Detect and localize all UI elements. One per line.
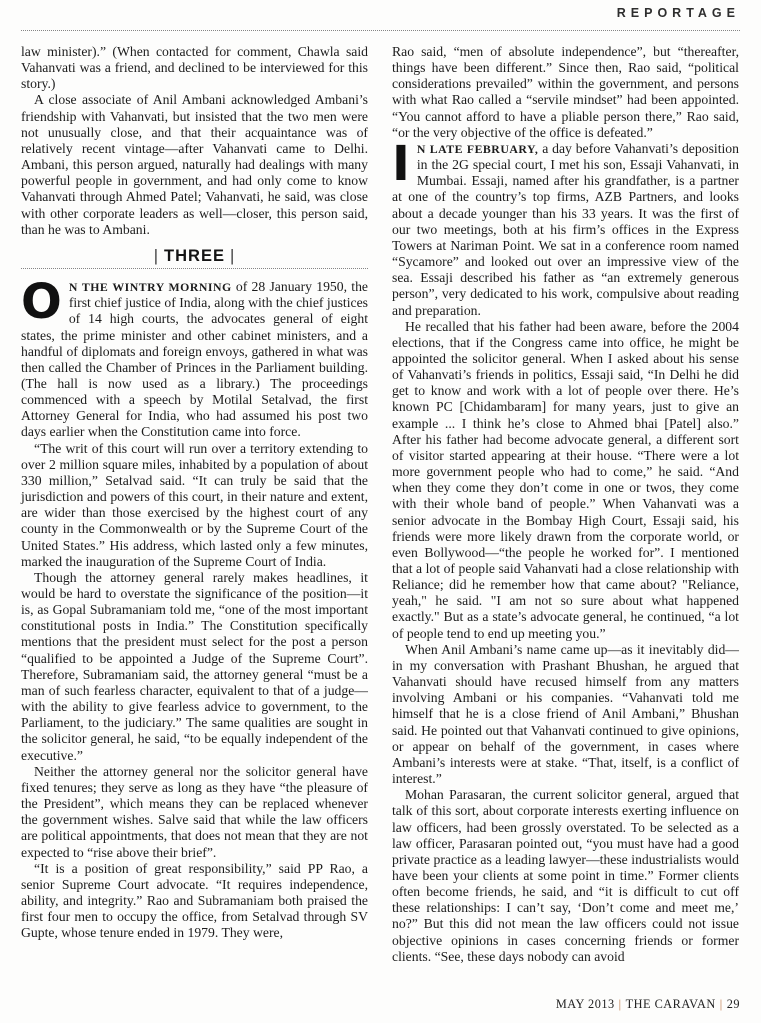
right-column (392, 44, 739, 965)
paragraph-dropcap (21, 274, 368, 441)
heading-bar-right: | (229, 246, 236, 265)
paragraph: A close associate of Anil Ambani acknowledged Ambani’s friendship with Vahanvati, but insisted that the two men were not unusually close, and that their acquaintance was of relatively recent vintage—after Vahanvati came to Delhi. Ambani, this person argued, naturally had dealings with many powerful people in government, and had only come to know Vahanvati through Ahmed Patel; Vahanvati, he said, was close with other corporate leaders as well—closer, this person said, than he was to Ambani. (21, 92, 368, 237)
footer-separator: | (618, 997, 622, 1011)
paragraph-continuation: law minister).” (When contacted for comment, Chawla said Vahanvati was a friend, and declined to be interviewed for this story.) (21, 44, 368, 92)
paragraph: “It is a position of great responsibility,” said PP Rao, a senior Supreme Court advocate. “It requires independence, ability, and integrity.” Rao and Subramaniam both praised the first four men to occupy the office, from Setalvad through SV Gupte, whose tenure ended in 1979. They were, (21, 860, 368, 941)
drop-cap: O (21, 274, 62, 331)
section-heading-title: THREE (164, 246, 225, 265)
paragraph-continuation: Rao said, “men of absolute independence”, but “thereafter, things have been different.” Since then, Rao said, “political considerations prevailed” within the government, and persons with what Rao called a “servile mindset” had been appointed. “You cannot afford to have a pliable person there,” Rao said, “or the very objective of the office is defeated.” (392, 44, 739, 140)
section-heading (21, 248, 368, 264)
paragraph-text: of 28 January 1950, the first chief justice of India, along with the chief justices of 14 high courts, the advocates general of eight states, the prime minister and other cabinet ministers, and a handful of diplomats and foreign envoys, gathered in what was then called the Chamber of Princes in the Parliament building. (The hall is now used as a library.) The proceedings commenced with a speech by Motilal Setalvad, the first Attorney General for India, who had assumed his post two days earlier when the Constitution came into force. (21, 279, 368, 440)
header-rule (21, 30, 740, 31)
footer-page-number: 29 (726, 997, 740, 1011)
paragraph: Mohan Parasaran, the current solicitor general, argued that talk of this sort, about corporate interests exerting influence on law officers, had been grossly overstated. To be selected as a law officer, Parasaran pointed out, “you must have had a good private practice as a leading lawyer—these industrialists would have been your clients at some point in time.” Former clients often become friends, he said, and “it is difficult to cut off these relationships: I can’t say, ‘Don’t come and meet me,’ no?” But this did not mean the law officers could not issue objective opinions in cases concerning friends or former clients. “See, these days nobody can avoid (392, 787, 739, 964)
section-label: REPORTAGE (616, 6, 740, 20)
paragraph: When Anil Ambani’s name came up—as it inevitably did—in my conversation with Prashant Bhushan, he argued that Vahanvati should have recused himself from any matters involving Ambani or his companies. “Vahanvati told me himself that he is a close friend of Anil Ambani,” Bhushan said. He pointed out that Vahanvati continued to give opinions, or appear on behalf of the government, in cases where Ambani’s interests were at stake. “That, itself, is a conflict of interest.” (392, 641, 739, 787)
paragraph-dropcap (392, 135, 739, 319)
paragraph: “The writ of this court will run over a territory extending to over 2 million square miles, inhabited by a population of about 330 million,” Setalvad said. “It can truly be said that the jurisdiction and powers of this court, in their nature and extent, are wider than those exercised by the highest court of any county in the Commonwealth or by the Supreme Court of the United States.” His address, which lasted only a few minutes, marked the inauguration of the Supreme Court of India. (21, 440, 368, 569)
lead-in-text: N THE WINTRY MORNING (68, 280, 232, 295)
page-footer (556, 997, 740, 1012)
footer-issue: MAY 2013 (555, 997, 615, 1011)
paragraph-text: a day before Vahanvati’s deposition in the 2G special court, I met his son, Essaji Vahanvati, in Mumbai. Essaji, named after his grandfather, is a partner at one of the country’s top firms, AZB Partners, and looks about a decade younger than his 33 years. It was the first of our two meetings, both at his firm’s offices in the Express Towers at Nariman Point. We sat in a conference room named “Sycamore” and looked out over an impressive view of the sea. Essaji described his father as “an extremely generous person”, very dedicated to his work, compulsive about reading and preparation. (392, 140, 739, 318)
footer-magazine-title: THE CARAVAN (625, 997, 716, 1011)
left-column (21, 44, 368, 941)
paragraph: Though the attorney general rarely makes headlines, it would be hard to overstate the significance of the position—it is, as Gopal Subramaniam told me, “one of the most important constitutional posts in India.” The Constitution specifically mentions that the president must select for the post a person “qualified to be appointed a Judge of the Supreme Court”. Therefore, Subramaniam said, the attorney general “must be a man of such fearless character, equivalent to that of a judge—with the ability to give fearless advice to government, to the Parliament, to the judiciary.” The same qualities are sought in the solicitor general, he said, “to be equally independent of the executive.” (21, 569, 368, 763)
section-rule (21, 268, 368, 269)
footer-separator: | (719, 997, 723, 1011)
heading-bar-left: | (153, 246, 160, 265)
paragraph: Neither the attorney general nor the solicitor general have fixed tenures; they serve as long as they have “the pleasure of the President”, which means they can be replaced whenever the government wishes. Salve said that while the law officers are political appointments, that does not mean that they are not expected to “rise above their brief”. (21, 763, 368, 860)
lead-in-text: N LATE FEBRUARY, (416, 141, 539, 156)
drop-cap: I (392, 135, 410, 192)
paragraph: He recalled that his father had been aware, before the 2004 elections, that if the Congress came into office, he might be appointed the solicitor general. When I asked about his sense of Vahanvati’s friends in politics, Essaji said, “In Delhi he did get to know and work with a lot of people over there. He’s known PC [Chidambaram] for many years, just to give an example ... I think he’s close to Ahmed bhai [Patel] also.” After his father had become advocate general, a different sort of visitor started appearing at their house. “There were a lot more government people who had to come,” he said. “And when they come they don’t come in one or twos, they come with their whole band of people.” When Vahanvati was a senior advocate in the Bombay High Court, Essaji said, his friends were more likely drawn from the corporate world, or even Bollywood—“the people he worked for”. I mentioned that a lot of people said Vahanvati had a close relationship with Reliance; did he remember how that came about? "Reliance, yeah," he said. "I am not so sure about what happened exactly." But as a state’s advocate general, he continued, “a lot of people tend to end up meeting you.” (392, 318, 739, 641)
